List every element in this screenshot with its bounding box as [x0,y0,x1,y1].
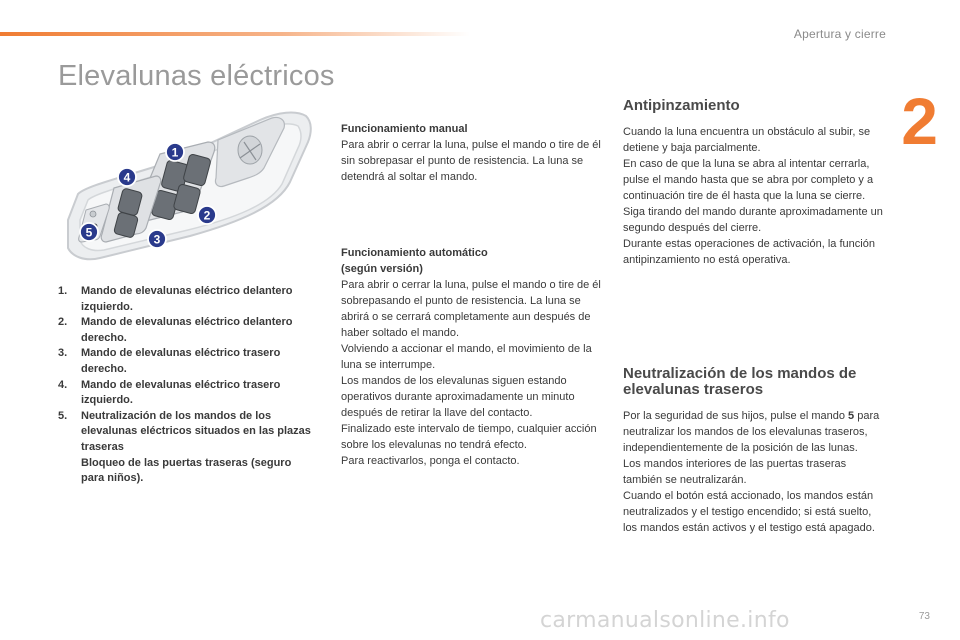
callout-number: 5. [58,409,68,422]
svg-text:5: 5 [85,225,93,240]
chapter-number: 2 [901,84,938,158]
callout-badge-1 [166,143,184,161]
neutralization-title: Neutralización de los mandos de elevalunas traseros [623,365,857,398]
callout-item [58,409,313,487]
automatic-paragraph: Finalizado este intervalo de tiempo, cualquier acción sobre los elevalunas no tendrá efecto. [341,423,597,451]
automatic-paragraph: Volviendo a accionar el mando, el movimiento de la luna se interrumpe. [341,343,592,371]
svg-text:4: 4 [123,170,131,185]
callout-item [58,315,313,346]
neutralization-paragraph: Por la seguridad de sus hijos, pulse el mando 5 para neutralizar los mandos de los elevalunas traseros, independientemente de la posición de las lunas. [623,410,880,454]
callout-badge-3 [148,230,166,248]
antipinch-section [623,98,885,268]
callout-text: Mando de elevalunas eléctrico trasero derecho. [81,347,281,375]
manual-heading: Funcionamiento manual [341,123,468,135]
callout-item [58,346,313,377]
automatic-paragraph: Los mandos de los elevalunas siguen estando operativos durante aproximadamente un minuto después de retirar la llave del contacto. [341,375,575,419]
page-number: 73 [918,611,930,622]
callout-number: 1. [58,285,68,297]
callout-badge-5 [80,223,98,241]
neutralization-paragraph: Los mandos interiores de las puertas traseras también se neutralizarán. [623,458,847,486]
automatic-paragraph: Para abrir o cerrar la luna, pulse el mando o tire de él sobrepasando el punto de resistencia. La luna se abrirá o se cerrará completamente aun después de haber soltado el mando. [341,279,601,339]
antipinch-paragraph: Durante estas operaciones de activación, la función antipinzamiento no está operativa. [623,238,875,266]
switch-reference: 5 [848,410,855,422]
manual-body: Para abrir o cerrar la luna, pulse el mando o tire de él sin sobrepasar el punto de resistencia. La luna se detendrá al soltar el mando. [341,139,601,183]
callout-badge-4 [118,168,136,186]
antipinch-title: Antipinzamiento [623,97,740,114]
callout-badge-2 [198,206,216,224]
callout-item [58,378,313,409]
callout-text: Neutralización de los mandos de los elevalunas eléctricos situados en las plazas traseras [81,409,311,453]
callout-number: 4. [58,378,68,391]
neutralization-paragraph: Cuando el botón está accionado, los mandos están neutralizados y el testigo encendido; si está suelto, los mandos están activos y el testigo está apagado. [623,490,875,534]
callout-item [58,284,313,315]
callout-number: 2. [58,316,68,329]
automatic-heading: Funcionamiento automático [341,247,488,259]
page-title: Elevalunas eléctricos [58,60,335,92]
svg-text:1: 1 [171,145,179,160]
automatic-operation-section [341,245,603,469]
antipinch-paragraph: Cuando la luna encuentra un obstáculo al subir, se detiene y baja parcialmente. [623,126,871,154]
section-title: Apertura y cierre [793,27,886,41]
manual-operation-section [341,121,603,185]
callout-text: Mando de elevalunas eléctrico delantero izquierdo. [81,285,293,313]
callout-text-extra: Bloqueo de las puertas traseras (seguro para niños). [81,456,292,485]
watermark: carmanualsonline.info [540,608,790,633]
antipinch-paragraph: En caso de que la luna se abra al intentar cerrarla, pulse el mando hasta que se abra por completo y a continuación tire de él hasta que la luna se cierre. Siga tirando del mando durante aproximadamente un segundo después del cierre. [623,158,883,234]
header-accent-bar [0,32,470,36]
callout-list [58,284,313,487]
automatic-subheading: (según versión) [341,263,423,275]
window-switch-panel-illustration [60,102,316,264]
svg-text:3: 3 [153,232,161,247]
callout-number: 3. [58,347,68,360]
rear-neutralization-section [623,366,885,536]
automatic-paragraph: Para reactivarlos, ponga el contacto. [341,455,520,467]
callout-text: Mando de elevalunas eléctrico trasero izquierdo. [81,378,281,407]
svg-text:2: 2 [203,208,211,223]
callout-text: Mando de elevalunas eléctrico delantero derecho. [81,316,293,344]
